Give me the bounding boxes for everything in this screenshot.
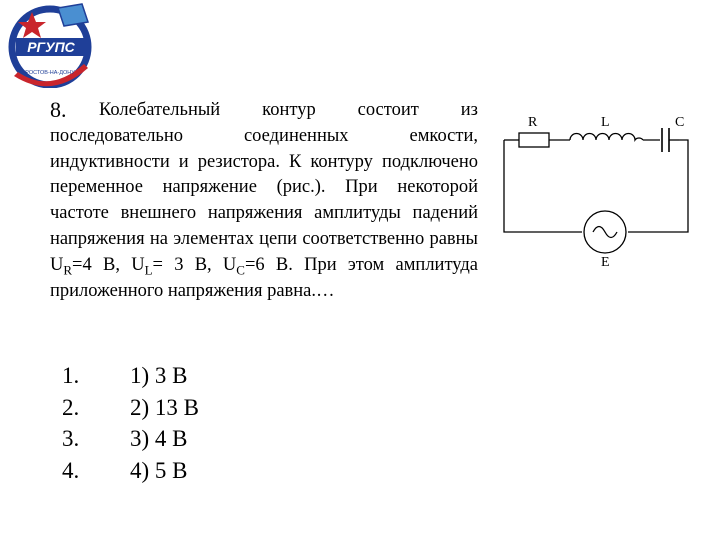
answer-numbers-list bbox=[62, 360, 79, 486]
inductor-symbol bbox=[570, 134, 643, 141]
logo-title: РГУПС bbox=[27, 39, 75, 55]
subscript-l: L bbox=[144, 262, 153, 278]
circuit-diagram bbox=[495, 100, 705, 270]
problem-text-part-1: Колебательный контур состоит из последовательно соединенных емкости, индуктивности и резистора. К контуру подключено переменное напряжение (рис.). При некоторой частоте внешнего напряжения амплитуды падений напряжения на элементах цепи соответственно равны U bbox=[50, 100, 478, 275]
answer-number: 2. bbox=[62, 394, 80, 420]
problem-number: 8. bbox=[50, 97, 67, 122]
rgups-logo bbox=[2, 2, 98, 88]
label-l: L bbox=[601, 115, 610, 130]
subscript-c: C bbox=[236, 262, 245, 278]
resistor-symbol bbox=[519, 133, 549, 147]
logo-book-icon bbox=[58, 4, 88, 26]
label-c: C bbox=[675, 115, 685, 130]
subscript-r: R bbox=[63, 262, 73, 278]
answer-number: 3. bbox=[62, 426, 80, 451]
answer-option: 2) 13 В bbox=[130, 394, 199, 420]
answer-number: 4. bbox=[62, 457, 80, 483]
answer-options-list bbox=[130, 360, 199, 486]
problem-text bbox=[50, 98, 478, 304]
logo-ring-text: РОСТОВ-НА-ДОНУ bbox=[25, 70, 75, 76]
answer-option: 3) 4 В bbox=[130, 426, 188, 451]
answer-option: 1) 3 В bbox=[130, 363, 188, 388]
problem-text-part-4: =6 В. При этом амплитуда приложенного напряжения равна.… bbox=[50, 254, 478, 301]
label-e: E bbox=[601, 255, 610, 270]
capacitor-symbol bbox=[662, 128, 679, 152]
answer-option: 4) 5 В bbox=[130, 457, 188, 483]
problem-text-part-2: =4 В, U bbox=[72, 254, 145, 275]
answer-number: 1. bbox=[62, 363, 80, 388]
problem-text-part-3: = 3 В, U bbox=[152, 254, 237, 275]
label-r: R bbox=[528, 115, 538, 130]
